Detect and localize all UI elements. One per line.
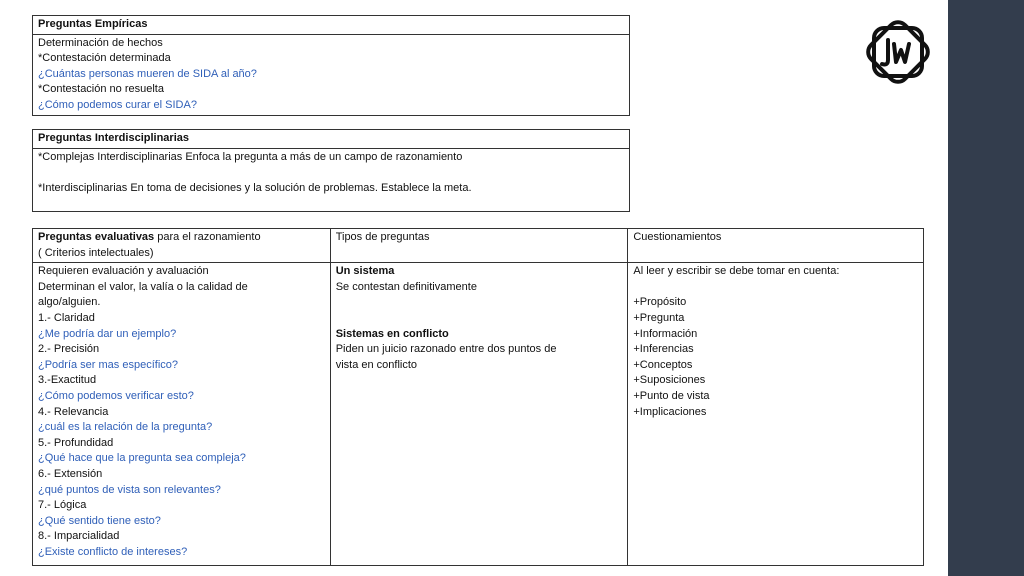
evaluativas-header-line2: ( Criterios intelectuales) [38,246,154,259]
empiricas-line: *Contestación determinada [38,52,171,65]
criteria-line: 8.- Imparcialidad [38,530,120,543]
criteria-line: 4.- Relevancia [38,405,109,418]
cuestionamiento-item: +Implicaciones [633,405,707,418]
interdisciplinarias-body [33,148,630,211]
evaluativas-table [32,228,924,566]
cuestionamientos-cell [628,263,924,566]
criteria-line: ¿Me podría dar un ejemplo? [38,327,177,340]
jw-logo-icon [858,12,938,92]
criteria-line: 2.- Precisión [38,343,100,356]
cuestionamiento-item: +Suposiciones [633,374,706,387]
conflicto-line-1: Piden un juicio razonado entre dos puntos de [335,343,557,356]
criteria-line: 5.- Profundidad [38,436,114,449]
criteria-line: 3.-Exactitud [38,374,97,387]
tipos-header: Tipos de preguntas [330,229,628,263]
criteria-line: 6.- Extensión [38,467,103,480]
conflicto-line-2: vista en conflicto [335,358,418,371]
cuestionamiento-item: +Conceptos [633,358,693,371]
sistema-text: Se contestan definitivamente [335,280,477,293]
empiricas-header: Preguntas Empíricas [33,16,630,35]
criteria-line: Requieren evaluación y avaluación [38,265,209,278]
interdisciplinarias-line-1: *Complejas Interdisciplinarias Enfoca la pregunta a más de un campo de razonamiento [38,150,463,163]
empiricas-line: *Contestación no resuelta [38,83,164,96]
criteria-line: algo/alguien. [38,296,101,309]
criteria-line: ¿Existe conflicto de intereses? [38,545,188,558]
criteria-line: Determinan el valor, la valía o la calidad de [38,280,248,293]
interdisciplinarias-line-2: *Interdisciplinarias En toma de decisiones y la solución de problemas. Establece la meta. [38,181,472,194]
cuestionamiento-item: +Propósito [633,296,687,309]
evaluativas-header-bold: Preguntas evaluativas [38,231,155,243]
evaluativas-criteria-cell [33,263,331,566]
sistema-title: Un sistema [335,265,395,278]
conflicto-title: Sistemas en conflicto [335,327,449,340]
criteria-line: 1.- Claridad [38,311,95,324]
interdisciplinarias-table [32,129,630,212]
empiricas-body [33,34,630,115]
cuestionamientos-intro: Al leer y escribir se debe tomar en cuenta: [633,265,840,278]
cuestionamiento-item: +Punto de vista [633,389,710,402]
tipos-cell [330,263,628,566]
empiricas-table [32,15,630,116]
criteria-line: ¿Qué hace que la pregunta sea compleja? [38,452,246,465]
criteria-line: ¿Qué sentido tiene esto? [38,514,161,527]
criteria-line: ¿cuál es la relación de la pregunta? [38,421,213,434]
cuestionamientos-header: Cuestionamientos [628,229,924,263]
right-sidebar-bar [948,0,1024,576]
interdisciplinarias-header: Preguntas Interdisciplinarias [33,130,630,149]
evaluativas-col1-header [33,229,331,263]
criteria-line: ¿Podría ser mas específico? [38,358,179,371]
empiricas-line: ¿Cuántas personas mueren de SIDA al año? [38,67,257,80]
cuestionamiento-item: +Información [633,327,698,340]
criteria-line: ¿Cómo podemos verificar esto? [38,389,194,402]
evaluativas-header-rest: para el razonamiento [154,231,261,243]
cuestionamiento-item: +Inferencias [633,343,694,356]
empiricas-line: ¿Cómo podemos curar el SIDA? [38,98,197,111]
empiricas-line: Determinación de hechos [38,36,163,49]
cuestionamiento-item: +Pregunta [633,311,685,324]
criteria-line: 7.- Lógica [38,499,87,512]
criteria-line: ¿qué puntos de vista son relevantes? [38,483,221,496]
